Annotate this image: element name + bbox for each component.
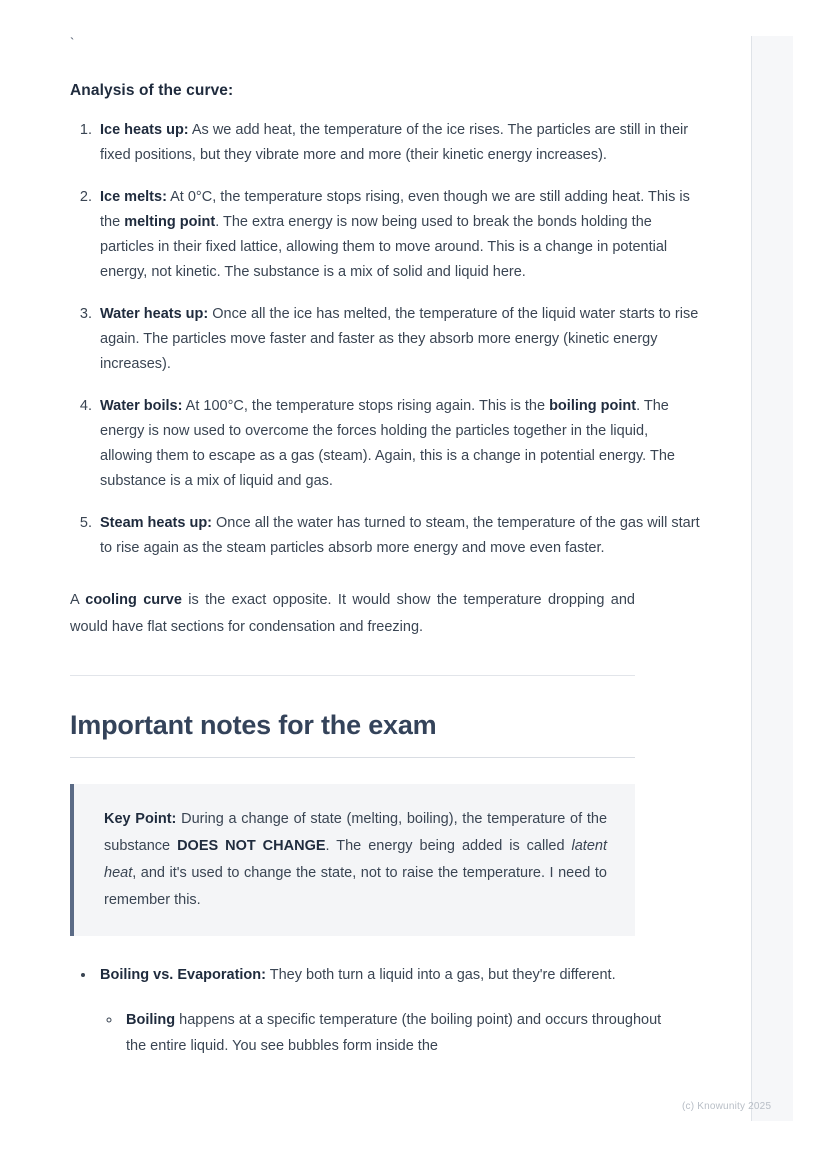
stray-tick-mark: ` [70, 35, 75, 50]
list-item [122, 1007, 681, 1059]
exam-notes-sublist [100, 1007, 681, 1059]
sub-bullet-text: happens at a specific temperature (the boiling point) and occurs throughout the entire liquid. You see bubbles form inside the [126, 1012, 662, 1054]
analysis-heading: Analysis of the curve: [70, 82, 234, 99]
key-point-label: Key Point: [104, 811, 177, 827]
list-item [96, 185, 700, 285]
sub-bullet-emphasis: Boiling [126, 1012, 176, 1028]
step-text-part1: At 0°C, the temperature stops rising, even though we are still adding heat. This is the [100, 189, 690, 230]
analysis-list [70, 118, 700, 561]
page-side-rail [751, 36, 793, 1121]
cooling-emphasis: cooling curve [85, 592, 182, 608]
bullet-label: Boiling vs. Evaporation: [100, 967, 266, 983]
step-text-part2: . The energy is now used to overcome the forces holding the particles together in the liquid, allowing them to escape as a gas (steam). Again, this is a change in potential energy. The substance is a mix of liquid and gas. [100, 398, 675, 489]
list-item [96, 302, 700, 377]
step-label: Ice melts: [100, 189, 167, 205]
key-point-text [104, 806, 607, 914]
step-label: Water boils: [100, 398, 183, 414]
list-item [96, 394, 700, 494]
key-point-callout [70, 784, 635, 936]
list-item [96, 511, 700, 561]
step-text: Once all the ice has melted, the temperature of the liquid water starts to rise again. The particles move faster and faster as they absorb more energy (kinetic energy increases). [100, 306, 699, 372]
cooling-curve-paragraph [70, 587, 635, 641]
step-text-part2: . The extra energy is now being used to break the bonds holding the particles in their fixed lattice, allowing them to move around. This is a change in potential energy, not kinetic. The substance is a mix of solid and liquid here. [100, 214, 668, 280]
key-point-part2: . The energy being added is called [325, 838, 572, 854]
watermark: (c) Knowunity 2025 [682, 1101, 772, 1112]
list-item [96, 962, 681, 1059]
key-point-emphasis: DOES NOT CHANGE [177, 838, 326, 854]
step-label: Ice heats up: [100, 122, 189, 138]
section-divider [70, 675, 635, 676]
step-emphasis: melting point [124, 214, 216, 230]
step-label: Steam heats up: [100, 515, 212, 531]
page-title: Important notes for the exam [70, 710, 437, 740]
key-point-italic: latent heat [104, 838, 607, 881]
step-label: Water heats up: [100, 306, 209, 322]
list-item [96, 118, 700, 168]
key-point-part3: , and it's used to change the state, not to raise the temperature. I need to remember this. [104, 865, 607, 908]
step-text-part1: At 100°C, the temperature stops rising again. This is the [182, 398, 550, 414]
key-point-part1: During a change of state (melting, boiling), the temperature of the substance [104, 811, 608, 854]
cooling-after: is the exact opposite. It would show the temperature dropping and would have flat sections for condensation and freezing. [70, 592, 635, 635]
step-text: As we add heat, the temperature of the ice rises. The particles are still in their fixed positions, but they vibrate more and more (their kinetic energy increases). [100, 122, 689, 163]
exam-notes-list [70, 962, 681, 1059]
step-text: Once all the water has turned to steam, the temperature of the gas will start to rise again as the steam particles absorb more energy and move even faster. [100, 515, 700, 556]
cooling-before: A [70, 592, 86, 608]
title-underline [70, 757, 635, 758]
bullet-text: They both turn a liquid into a gas, but they're different. [265, 967, 616, 983]
step-emphasis: boiling point [549, 398, 637, 414]
